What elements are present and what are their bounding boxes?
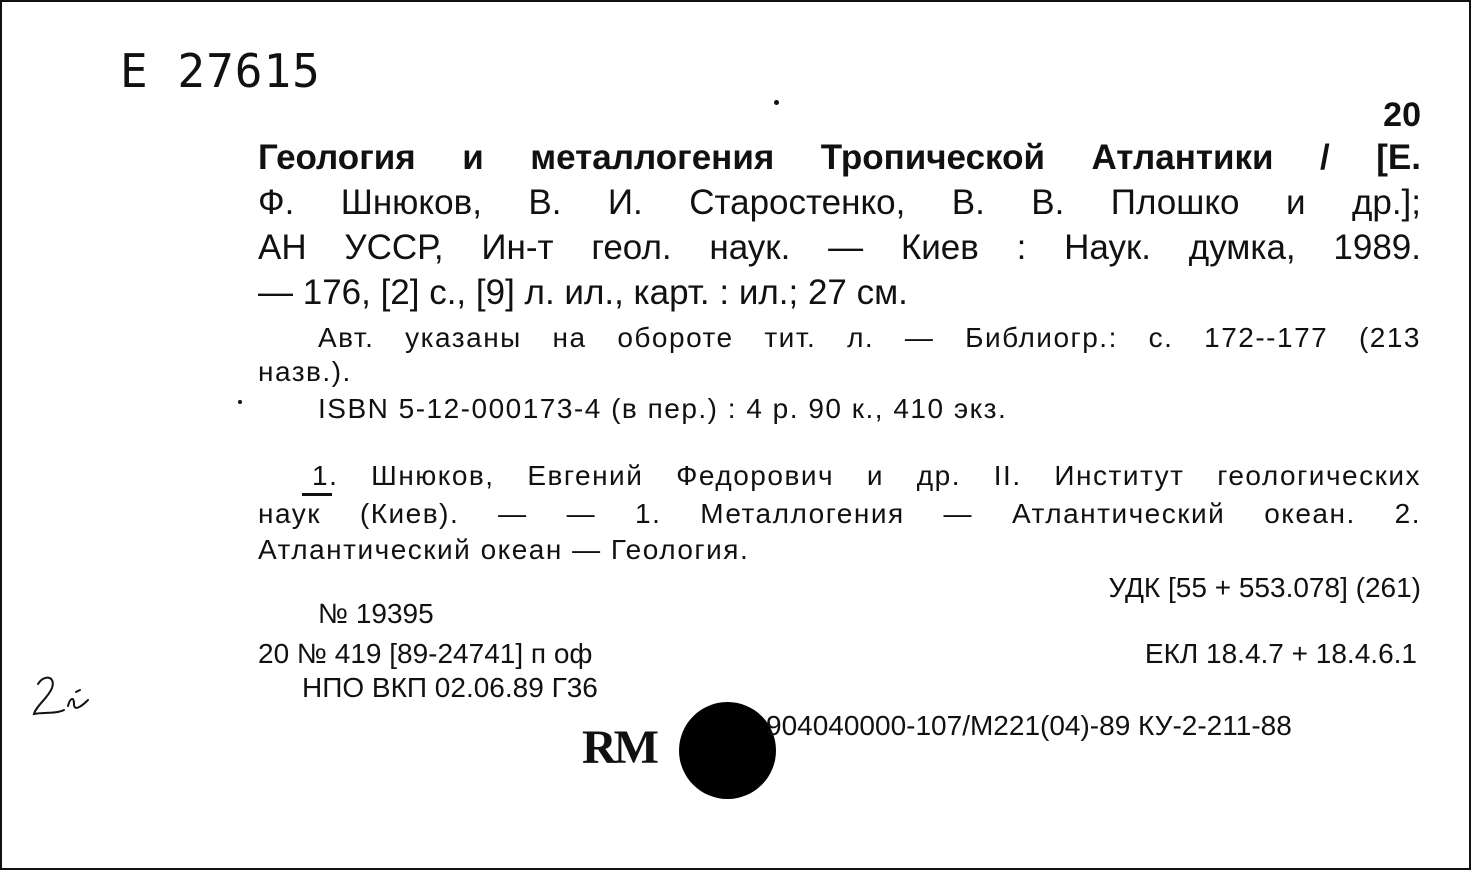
title-line-3: АН УССР, Ин-т геол. наук. — Киев : Наук. думка, 1989. (258, 228, 1421, 267)
rm-mark: RM (582, 721, 656, 774)
tracing-line-3: Атлантический океан — Геология. (258, 534, 750, 565)
page-number: 20 (1383, 96, 1421, 134)
note-authors: Авт. указаны на обороте тит. л. — Библиогр.: с. 172--177 (213 (318, 322, 1421, 353)
bottom-code: 904040000-107/M221(04)-89 КУ-2-211-88 (766, 710, 1292, 741)
call-number: E 27615 (120, 44, 321, 98)
udk-code: УДК [55 + 553.078] (261) (1108, 572, 1421, 603)
note-authors-cont: назв.). (258, 356, 352, 387)
card-number: № 19395 (318, 598, 434, 629)
title-line-1: Геология и металлогения Тропической Атлантики / [Е. (258, 138, 1421, 177)
handwritten-mark-icon (30, 670, 100, 730)
speck-dot (238, 400, 242, 404)
isbn-line: ISBN 5-12-000173-4 (в пер.) : 4 р. 90 к., 410 экз. (318, 393, 1008, 424)
punch-hole-dot (679, 702, 776, 799)
speck-dot (774, 100, 779, 105)
ekl-code: ЕКЛ 18.4.7 + 18.4.6.1 (1144, 638, 1417, 669)
title-line-2: Ф. Шнюков, В. И. Старостенко, В. В. Плошко и др.]; (258, 183, 1421, 222)
tracing-line-2: наук (Киев). — — 1. Металлогения — Атлантический океан. 2. (258, 498, 1421, 529)
tracing-line-1: 1. Шнюков, Евгений Федорович и др. II. Институт геологических (312, 460, 1421, 491)
order-line: 20 № 419 [89-24741] п оф (258, 638, 593, 669)
underline-mark (302, 493, 332, 496)
title-line-4: — 176, [2] с., [9] л. ил., карт. : ил.; 27 см. (258, 273, 908, 312)
npo-line: НПО ВКП 02.06.89 Г36 (302, 672, 598, 703)
